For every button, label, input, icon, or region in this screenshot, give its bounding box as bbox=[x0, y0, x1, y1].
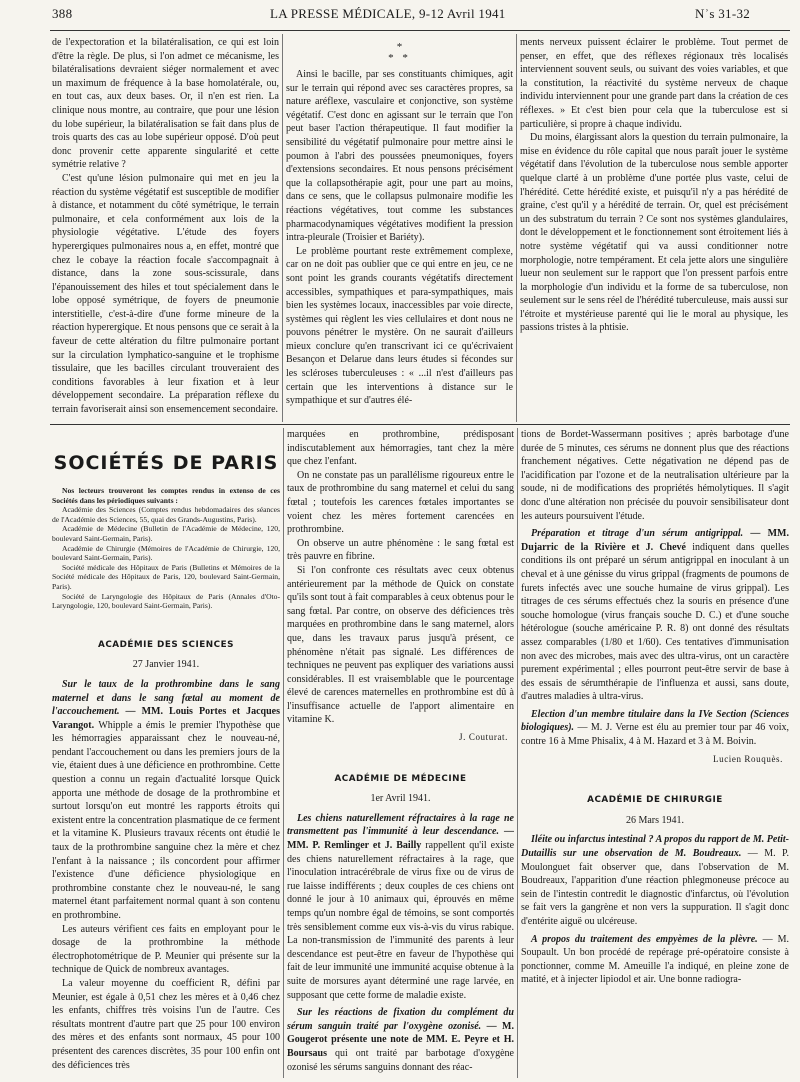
issue-number: Nʾs 31-32 bbox=[695, 6, 751, 21]
article-column-1 bbox=[52, 36, 279, 422]
societes-column-3 bbox=[521, 428, 789, 1078]
paragraph: Ainsi le bacille, par ses constituants chimiques, agit sur le terrain qui répond avec ses caractères propres, sa nature aréflexe, vasculaire et conjonctive, son système végétatif. C'est donc en agissant sur le terrain que l'on peut baser l'action thérapeutique. Il faut modifier la sensibilité du végétatif pulmonaire pour mettre ainsi le poumon à l'abri des poussées pneumoniques, foyers d'extensions secondaires. Et nous pensons précisément que la collapsothérapie agit, pour une part au moins, dans ce sens, que le collapsus pulmonaire modifie les réactions végétatives, tout comme les substances pharmacodynamiques végétatives modifient la pression intra-pleurale (Troisier et Bariéty). bbox=[286, 69, 513, 244]
asterisk: * bbox=[396, 41, 403, 53]
periodical-entry: Société médicale des Hôpitaux de Paris (Bulletins et Mémoires de la Société médicale des Hôpitaux de Paris, 120, boulevard Saint-Germain, Paris). bbox=[52, 562, 280, 591]
paragraph: Les auteurs vérifient ces faits en employant pour le dosage de la prothrombine la méthode électrophotométrique de P. Meunier qui présente sur la technique de Quick de nombreux avantages. bbox=[52, 923, 280, 976]
paragraph: C'est qu'une lésion pulmonaire qui met en jeu la réaction du système végétatif est susceptible de modifier à distance, et notamment du côté symétrique, le terrain pulmonaire, et cela conformément aux lois de la physiologie végétative. L'étude des foyers hyperergiques pulmonaires nous a, en effet, montré que chez le cobaye la réaction focale s'accompagnait à distance, dans la zone sous-scissurale, dans l'épanouissement des hiles et tout spécialement dans le lobe opposé symétrique, de foyers de pneumonie interstitielle, c'est-à-dire d'une forme mineure de la réaction hyperergique. Et nous pensons que ce serait à la faveur de cette altération du filtre pulmonaire portant sur la circulation lymphatico-sanguine et le trophisme tissulaire, que les bacilles circulant trouveraient des conditions favorables à leur fixation et à leur développement secondaire. La préparation réflexe du terrain favoriserait ainsi son ensemencement secondaire. bbox=[52, 172, 279, 416]
report-authors: — MM. P. Remlinger et J. Bailly bbox=[287, 826, 514, 852]
report-authors: — M. Gougerot présente une note de MM. E. Peyre et H. Boursaus bbox=[287, 1020, 514, 1059]
column-rule bbox=[517, 428, 518, 1078]
paragraph: tions de Bordet-Wassermann positives ; après barbotage d'une durée de 5 minutes, ces sérums ne donnent plus que des réactions franchement négatives. Cette négativation ne dépend pas de l'acidification par l'ozone et de la neutralisation ultérieure par la soude, ni de modifications des propriétés hémolytiques. Il s'agit donc d'une altération non précisée du pouvoir sensibilisateur dont les auteurs poursuivent l'étude. bbox=[521, 429, 789, 522]
paragraph: La valeur moyenne du coefficient R, défini par Meunier, est égale à 0,51 chez les mères et à 0,46 chez les enfants, chiffres très voisins l'un de l'autre. Ces résultats montrent d'autre part que 25 pour 100 environ des mères et des enfants sont normaux, 45 pour 100 présentent des carences discrètes, 35 pour 100 enfin ont des déficiences très bbox=[52, 977, 280, 1071]
report-paragraph bbox=[287, 812, 514, 1002]
societes-column-1 bbox=[52, 428, 280, 1078]
paragraph: Le problème pourtant reste extrêmement complexe, car on ne doit pas oublier que ce qui entre en jeu, ce ne sont point les grands courants végétatifs directement accessibles, sympathiques et para-sympathiques, mais bien les systèmes locaux, inaccessibles par voie directe, systèmes qui règlent les vies cellulaires et dont nous ne pouvons pénétrer le mystère. On ne saurait d'ailleurs mieux conclure qu'en transcrivant ici ce qu'écrivaient Besançon et Delarue dans leurs études si fécondes sur les scléroses tuberculeuses : « ...il n'est d'ailleurs pas certain que les interventions à distance sur le sympathique et sur d'autres élé- bbox=[286, 245, 513, 407]
article-column-2 bbox=[286, 36, 513, 422]
report-paragraph bbox=[521, 833, 789, 928]
heading-academie-medecine: ACADÉMIE DE MÉDECINE bbox=[334, 773, 467, 784]
report-text: qui ont traité par barbotage d'oxygène ozonisé les sérums sanguins donnant des réac- bbox=[287, 1047, 514, 1073]
section-title-societes: SOCIÉTÉS DE PARIS bbox=[53, 452, 279, 474]
report-paragraph bbox=[521, 933, 789, 987]
column-rule bbox=[516, 34, 517, 422]
report-text: rappellent qu'il existe des chiens naturellement réfractaires à la rage, que l'inoculation intracérébrale de virus fixe ou de virus de rue laisse indifférents ; deux couples de ces chiens ont donné le jour à 10 animaux qui, éprouvés en même temps qu'un nombre égal de témoins, se sont comportés très sensiblement comme eux vis-à-vis du virus rabique. La non-transmission de l'immunité des parents à leur descendance est peut-être en faveur de l'hypothèse qui fait de leur immunité une immunité acquise obtenue à la suite de morsures ayant déterminé une rage larvée, en supposant que cette forme de maladie existe. bbox=[287, 840, 514, 1001]
report-text: Whipple a émis le premier l'hypothèse que les hémorragies apparaissant chez le nouveau-né, pendant l'accouchement ou dans les premiers jours de la vie, étaient dues à une déficience en prothrombine. Cette question a connu un regain d'actualité lorsque Quick apporta une méthode de dosage de la prothrombine et surtout lorsqu'on eut montré les rapports étroits qui existent entre la concentration plasmatique de ce ferment et la vitamine K. Plusieurs travaux récents ont étudié le taux de la prothrombine sanguine chez la mère et chez l'enfant à la naissance ; ils concordent pour affirmer l'existence d'une déficience physiologique en prothrombine constante chez le nouveau-né, le sang maternel étant parfaitement normal quant à son contenu en prothrombine. bbox=[52, 719, 280, 921]
header-rule bbox=[50, 30, 790, 31]
report-title: A propos du traitement des empyèmes de la plèvre. bbox=[531, 933, 758, 945]
paragraph: On ne constate pas un parallélisme rigoureux entre le taux de prothrombine du sang maternel et celui du sang fœtal ; toutefois les carences fœtales importantes se voient chez les mères fortement carencées en prothrombine. bbox=[287, 469, 514, 536]
report-authors: — MM. Louis Portes et Jacques Varangot. bbox=[52, 706, 280, 731]
section-break-asterisks bbox=[286, 42, 513, 64]
report-authors: — MM. Dujarric de la Rivière et J. Chevé bbox=[521, 528, 789, 553]
column-rule bbox=[282, 34, 283, 422]
session-date: 26 Mars 1941. bbox=[625, 814, 685, 826]
paragraph: Du moins, élargissant alors la question du terrain pulmonaire, la mise en évidence du rôle capital que nous paraît jouer le système végétatif dans l'évolution de la tuberculose nous semble apporter quelque clarté à un problème d'une portée plus vaste, celui de l'hérédité. Cette hérédité existe, et puisqu'il n'y a pas hérédité de graine, c'est qu'il y a hérédité de terrain. Or, quel est précisément un des substratum du terrain ? Ce sont nos systèmes glandulaires, dont le développement et le fonctionnement sont étroitement liés à notre système végétatif qui va aussi conditionner notre morphologie, notre tempérament. Et cela jette alors une singulière lueur non seulement sur le rapport que l'on pressent parfois entre la morphologie d'un individu et la forme de sa tuberculose, non seulement sur le sens réel de l'hérédité tuberculeuse, mais aussi sur l'étroite et mystérieuse parenté qui lie le moral au physique, les passions tristes à la phtisie. bbox=[520, 132, 788, 334]
session-date: 27 Janvier 1941. bbox=[132, 659, 200, 671]
paragraph: Si l'on confronte ces résultats avec ceux obtenus antérieurement par la méthode de Quick on constate qu'ils sont tout à fait comparables à ceux obtenus pour le sang fœtal. Par contre, on observe des déficiences très marquées en prothrombine dans le sang maternel, alors que, dans les travaux parus jusqu'à présent, ce phénomène n'était pas signalé. Les différences de techniques ne peuvent pas expliquer des variations aussi considérables. Il est vraisemblable que le pourcentage élevé de carences maternelles en prothrombine est dû à l'insuffisance actuelle de l'apport alimentaire en vitamine K. bbox=[287, 564, 514, 726]
paragraph: marquées en prothrombine, prédisposant indiscutablement aux hémorragies, tant chez la mère que chez l'enfant. bbox=[287, 429, 514, 468]
report-text: — M. Soupault. Un bon procédé de repérage pré-opératoire consiste à ponctionner, comme M. Ameuille l'a indiqué, en pleine zone de matité, et à injecter lipiodol et air. Une bonne radiogra- bbox=[521, 933, 789, 986]
report-paragraph bbox=[521, 527, 789, 704]
asterisk-pair: * * bbox=[388, 52, 411, 64]
heading-academie-sciences: ACADÉMIE DES SCIENCES bbox=[98, 639, 234, 650]
author-signature: Lucien Rouquès. bbox=[713, 753, 783, 764]
report-title: Iléite ou infarctus intestinal ? A propos du rapport de M. Petit-Dutaillis sur une observation de M. Boudreaux. bbox=[521, 834, 789, 860]
report-paragraph bbox=[52, 678, 280, 923]
periodical-entry: Académie de Médecine (Bulletin de l'Académie de Médecine, 120, boulevard Saint-Germain, Paris). bbox=[52, 524, 280, 543]
periodical-entry: Académie de Chirurgie (Mémoires de l'Académie de Chirurgie, 120, boulevard Saint-Germain, Paris). bbox=[52, 543, 280, 563]
report-paragraph bbox=[521, 708, 789, 749]
report-title: Sur les réactions de fixation du complément du sérum sanguin traité par l'oxygène ozonisé. bbox=[287, 1007, 514, 1032]
section-rule bbox=[50, 424, 790, 425]
notice-intro bbox=[52, 486, 280, 505]
author-signature: J. Couturat. bbox=[459, 732, 508, 743]
report-title: Election d'un membre titulaire dans la IVe Section (Sciences biologiques). bbox=[521, 708, 789, 734]
report-title: Sur le taux de la prothrombine dans le sang maternel et dans le sang fœtal au moment de l'accouchement. bbox=[52, 678, 280, 718]
societes-column-2 bbox=[287, 428, 514, 1078]
periodical-entry: Académie des Sciences (Comptes rendus hebdomadaires des séances de l'Académie des Sciences, 55, quai des Grands-Augustins, Paris). bbox=[52, 505, 280, 524]
journal-title: LA PRESSE MÉDICALE, 9-12 Avril 1941 bbox=[270, 6, 506, 21]
heading-academie-chirurgie: ACADÉMIE DE CHIRURGIE bbox=[587, 795, 723, 806]
periodicals-notice bbox=[52, 486, 280, 611]
session-date: 1er Avril 1941. bbox=[370, 793, 431, 805]
paragraph: ments nerveux puissent éclairer le problème. Tout permet de penser, en effet, que des réflexes régionaux très localisés interviennent souvent seuls, ou suivant des voies variables, et que la constitution, la réactivité du système nerveux de chaque individu interviennent pour une grande part dans la création de ces réflexes. » Et c'est bien pour cela que la tuberculose est si particulière, si propre à chaque individu. bbox=[520, 37, 788, 130]
report-text: indiquent dans quelles conditions ils ont préparé un sérum antigrippal en inoculant à un cheval et à une génisse du virus grippal (fragments de poumons de furets infectés avec une souche humaine de virus grippal). Les titrages de ces sérums effectués chez la souris en présence d'une souche homologue (virus français souche D. C.) et d'une souche hétérologue (souche américaine P. R. 8) ont donné des résultats assez comparables (1/80 et 1/60). Ces tentatives d'immunisation non avec des microbes, mais avec des ultra-virus, ont un caractère purement expérimental ; elles pourront peut-être servir de base à des essais de sérumthérapie de l'influenza et aussi, sans doute, d'autres maladies à ultra-virus. bbox=[521, 541, 789, 703]
report-title: Préparation et titrage d'un sérum antigrippal. bbox=[531, 528, 744, 540]
paragraph: de l'expectoration et la bilatéralisation, ce qui est loin d'être la règle. De plus, si l'on admet ce mécanisme, les bilatéralisations devraient siéger normalement et avec un maximum de fréquence à la base homolatérale, ou, en tout cas, aux deux bases. Or, il n'en est rien. La clinique nous montre, au contraire, que pour une lésion du lobe supérieur, la bilatéralisation se fait dans plus de trois quarts des cas au lobe supérieur opposé. D'où peut donc provenir cette apparente singularité et cette symétrie relative ? bbox=[52, 37, 279, 171]
report-text: — M. P. Moulonguet fait observer que, dans l'observation de M. Boudreaux, l'apparition d'une réaction phlegmoneuse précoce au sein de l'intestin contredit le diagnostic d'infarctus, où l'évolution se fait vers la gangrène et non vers la suppuration. Il s'agit donc d'entérite aiguë ou ulcéreuse. bbox=[521, 848, 789, 927]
periodical-entry: Société de Laryngologie des Hôpitaux de Paris (Annales d'Oto-Laryngologie, 120, boulevard Saint-Germain, Paris). bbox=[52, 591, 280, 611]
article-column-3 bbox=[520, 36, 788, 422]
notice-intro-text: Nos lecteurs trouveront les comptes rendus in extenso de ces Sociétés dans les périodiques suivants : bbox=[52, 486, 280, 505]
column-rule bbox=[283, 428, 284, 1078]
paragraph: On observe un autre phénomène : le sang fœtal est très pauvre en fibrine. bbox=[287, 537, 514, 563]
report-paragraph bbox=[287, 1006, 514, 1074]
report-title: Les chiens naturellement réfractaires à la rage ne transmettent pas l'immunité à leur descendance. bbox=[287, 812, 514, 838]
report-text: — M. J. Verne est élu au premier tour par 46 voix, contre 16 à Mme Phisalix, 4 à M. Hazard et 3 à M. Boivin. bbox=[521, 722, 789, 748]
page-number: 388 bbox=[52, 6, 73, 21]
